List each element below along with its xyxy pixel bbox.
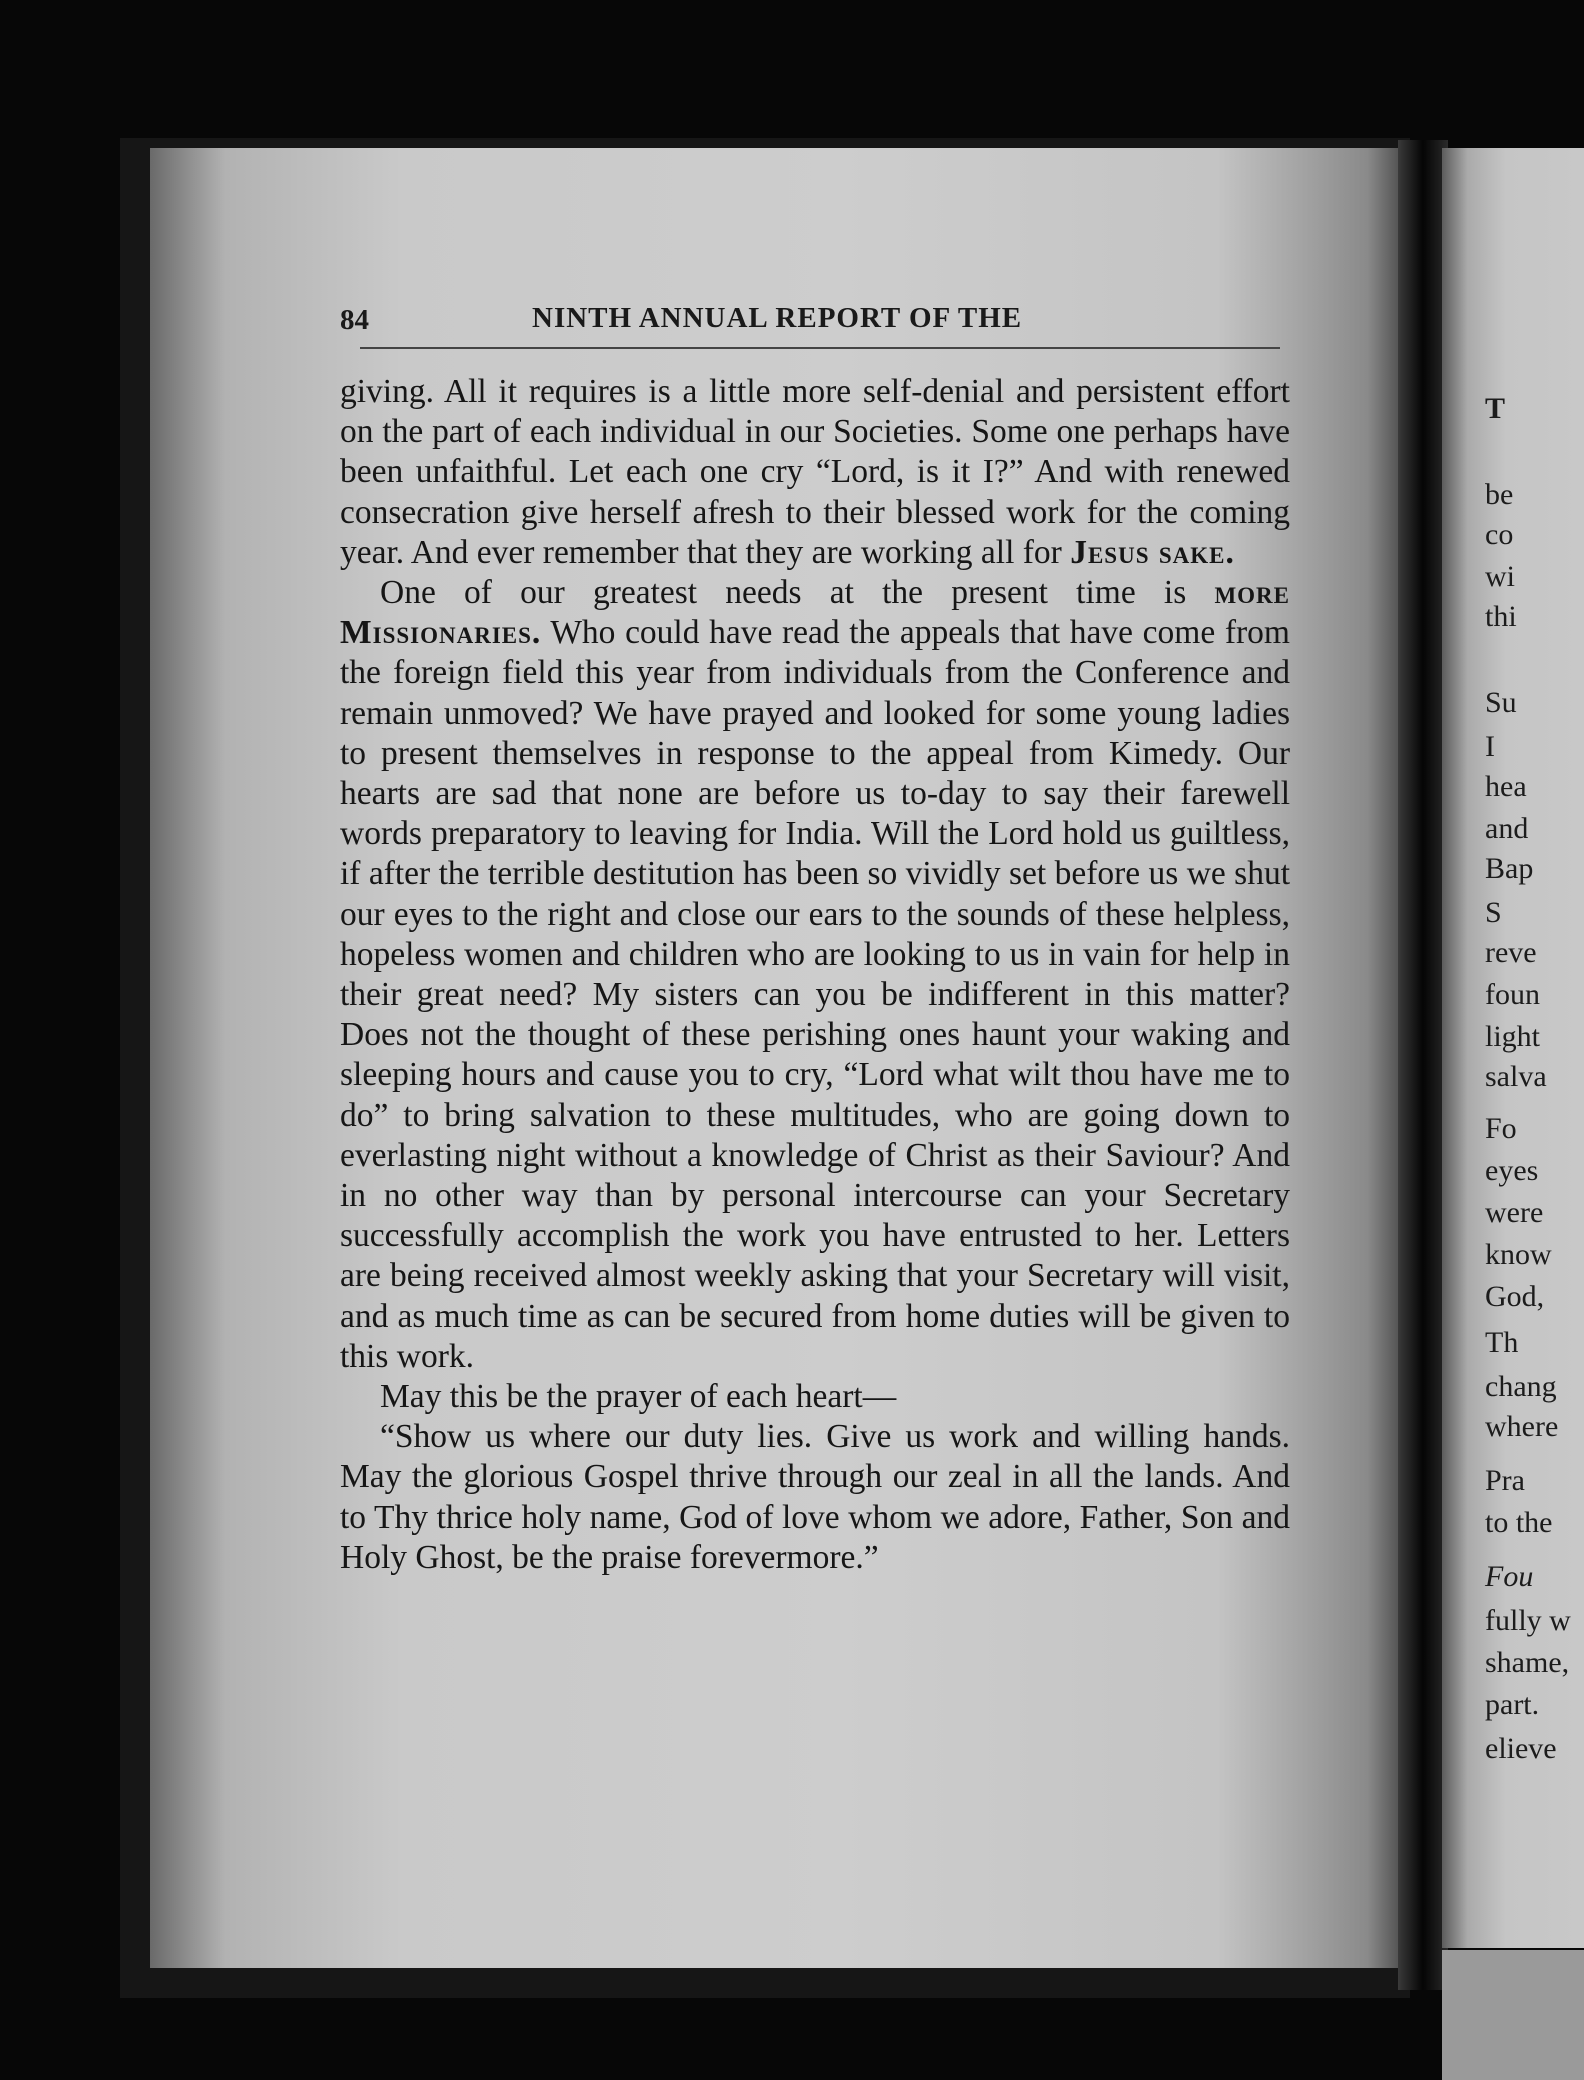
page-body	[340, 372, 1290, 1578]
right-page-fragment: know	[1485, 1238, 1552, 1271]
paragraph-text: Who could have read the appeals that have come from the foreign field this year from individuals from the Conference and remain unmoved? We have prayed and looked for some young ladies to present themselves in response to the appeal from Kimedy. Our hearts are sad that none are before us to-day to say their farewell words preparatory to leaving for India. Will the Lord hold us guiltless, if after the terrible destitution has been so vividly set before us we shut our eyes to the right and close our ears to the sounds of these helpless, hopeless women and children who are looking to us in vain for help in their great need? My sisters can you be indifferent in this matter? Does not the thought of these perishing ones haunt your waking and sleeping hours and cause you to cry, “Lord what wilt thou have me to do” to bring salvation to these multitudes, who are going down to everlasting night without a knowledge of Christ as their Saviour? And in no other way than by personal intercourse can your Secretary successfully accomplish the work you have entrusted to her. Letters are being received almost weekly asking that your Secretary will visit, and as much time as can be secured from home duties will be given to this work.	[340, 614, 1290, 1375]
paragraph	[340, 372, 1290, 573]
right-page-fragment: and	[1485, 812, 1529, 845]
right-page-fragment: reve	[1485, 936, 1537, 969]
right-page-fragment: salva	[1485, 1060, 1547, 1093]
running-title: NINTH ANNUAL REPORT OF THE	[532, 302, 1023, 334]
right-page-fragment: fully w	[1485, 1604, 1571, 1637]
small-caps-phrase: Jesus sake.	[1070, 533, 1235, 571]
right-page-fragment: I	[1485, 730, 1495, 763]
right-page-fragment: Su	[1485, 686, 1517, 719]
right-page-fragment: be	[1485, 478, 1514, 511]
right-page-fragment: thi	[1485, 600, 1517, 633]
right-page-fragment: Th	[1485, 1326, 1519, 1359]
paragraph-lead: One of our greatest needs at the present time is	[380, 574, 1187, 612]
right-page-fragment: God,	[1485, 1280, 1545, 1313]
hymn-quote: “Show us where our duty lies. Give us work and willing hands. May the glorious Gospel thrive through our zeal in all the lands. And to Thy thrice holy name, God of love whom we adore, Father, Son and Holy Ghost, be the praise forevermore.”	[340, 1418, 1290, 1576]
right-page-fragment: Fou	[1485, 1560, 1534, 1593]
right-page-fragment: where	[1485, 1410, 1559, 1443]
right-page-fragment: eyes	[1485, 1154, 1539, 1187]
right-page-fragment: to the	[1485, 1506, 1553, 1539]
right-page-fragment: Bap	[1485, 852, 1534, 885]
right-page-fragment: chang	[1485, 1370, 1557, 1403]
header-rule	[360, 347, 1280, 349]
page-header	[330, 296, 1280, 344]
right-page-fragment: shame,	[1485, 1646, 1570, 1679]
right-page-fragment: S	[1485, 896, 1502, 929]
right-page-fragment: hea	[1485, 770, 1527, 803]
right-page-edge	[1442, 1950, 1584, 2080]
right-page-fragment: were	[1485, 1196, 1544, 1229]
right-page-fragment: Fo	[1485, 1112, 1517, 1145]
paragraph	[340, 573, 1290, 1377]
right-page-fragment: T	[1485, 392, 1506, 425]
right-page-fragment: Pra	[1485, 1464, 1525, 1497]
paragraph-text: giving. All it requires is a little more self-denial and persistent effort on the part of each individual in our Societies. Some one perhaps have been unfaithful. Let each one cry “Lord, is it I?” And with renewed consecration give herself afresh to their blessed work for the coming year. And ever remember that they are working all for	[340, 373, 1290, 571]
right-page-fragment: co	[1485, 518, 1514, 551]
page-number: 84	[340, 304, 369, 336]
right-page-fragment: light	[1485, 1020, 1541, 1053]
book-gutter	[1398, 140, 1448, 1990]
small-caps-phrase: more Missionaries.	[340, 574, 1291, 652]
right-page-fragment: elieve	[1485, 1732, 1557, 1765]
right-page-fragment: part.	[1485, 1688, 1540, 1721]
paragraph: May this be the prayer of each heart—	[380, 1378, 897, 1416]
right-page-fragment: foun	[1485, 978, 1540, 1011]
right-page-fragment: wi	[1485, 560, 1515, 593]
